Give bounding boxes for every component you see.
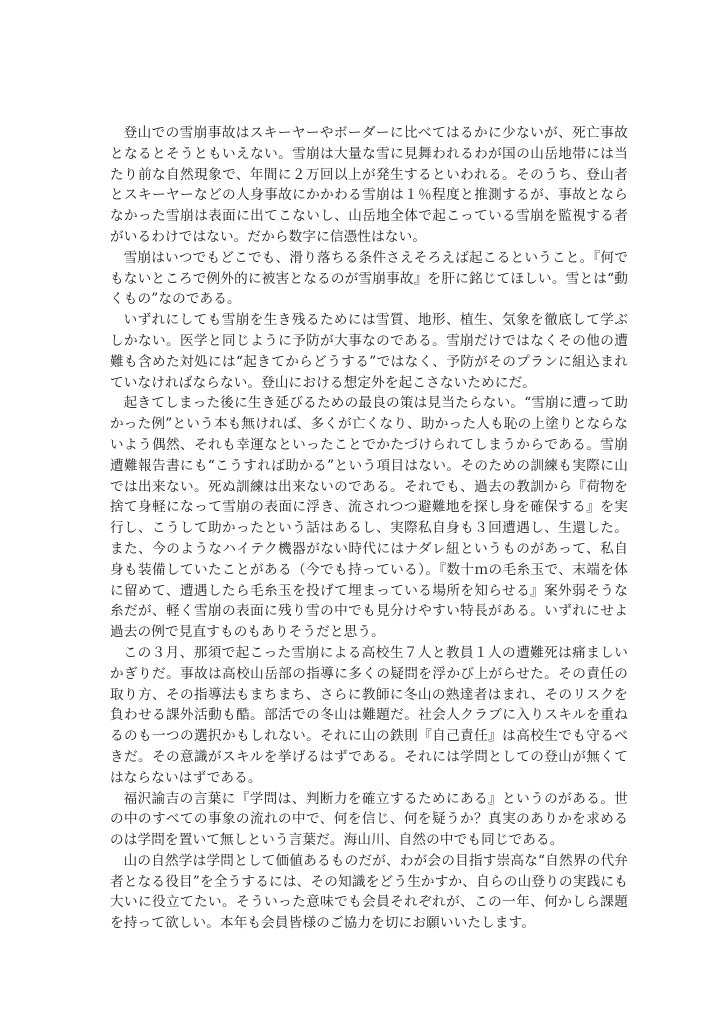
paragraph-closing: 山の自然学は学問として価値あるものだが、わが会の目指す崇高な“自然界の代弁者となる役目”を全うするには、その知識をどう生かすか、自らの山登りの実践にも大いに役立てたい。そういった意味でも会員それぞれが、この一年、何かしら課題を持って欲しい。本年も会員皆様のご協力を切にお願いいたします。 bbox=[110, 852, 628, 932]
paragraph-avalanche-statistics: 登山での雪崩事故はスキーヤーやボーダーに比べてはるかに少ないが、死亡事故となるとそうともいえない。雪崩は大量な雪に見舞われるわが国の山岳地帯には当たり前な自然現象で、年間に２万回以上が発生するといわれる。そのうち、登山者とスキーヤーなどの人身事故にかかわる雪崩は１％程度と推測するが、事故とならなかった雪崩は表面に出てこないし、山岳地全体で起こっている雪崩を監視する者がいるわけではない。だから数字に信憑性はない。 bbox=[110, 125, 628, 245]
paragraph-avalanche-anywhere: 雪崩はいつでもどこでも、滑り落ちる条件さえそろえば起こるということ。『何でもないところで例外的に被害となるのが雪崩事故』を肝に銘じてほしい。雪とは“動くもの”なのである。 bbox=[110, 249, 628, 308]
paragraph-fukuzawa-quote: 福沢諭吉の言葉に『学問は、判断力を確立するためにある』というのがある。世の中のすべての事象の流れの中で、何を信じ、何を疑うか？真実のありかを求めるのは学問を置いて無しという言葉だ。海山川、自然の中でも同じである。 bbox=[110, 790, 628, 849]
paragraph-nasu-accident: この３月、那須で起こった雪崩による高校生７人と教員１人の遭難死は痛ましいかぎりだ。事故は高校山岳部の指導に多くの疑問を浮かび上がらせた。その責任の取り方、その指導法もまちまち、さらに教師に冬山の熟達者はまれ、そのリスクを負わせる課外活動も酷。部活での冬山は難題だ。社会人クラブに入りスキルを重ねるのも一つの選択かもしれない。それに山の鉄則『自己責任』は高校生でも守るべきだ。その意識がスキルを挙げるはずである。それには学問としての登山が無くてはならないはずである。 bbox=[110, 644, 629, 786]
essay-body bbox=[110, 123, 628, 934]
paragraph-survival-lessons: 起きてしまった後に生き延びるための最良の策は見当たらない。“雪崩に遭って助かった例”という本も無ければ、多くが亡くなり、助かった人も恥の上塗りとならないよう偶然、それも幸運なといったことでかたづけられてしまうからである。雪崩遭難報告書にも“こうすれば助かる”という項目はない。そのための訓練も実際に山では出来ない。死ぬ訓練は出来ないのである。それでも、過去の教訓から『荷物を捨て身軽になって雪崩の表面に浮き、流されつつ避難地を探し身を確保する』を実行し、こうして助かったという話はあるし、実際私自身も３回遭遇し、生還した。また、今のようなハイテク機器がない時代にはナダレ紐というものがあって、私自身も装備していたことがある（今でも持っている）。『数十ｍの毛糸玉で、末端を体に留めて、遭遇したら毛糸玉を投げて埋まっている場所を知らせる』案外弱そうな糸だが、軽く雪崩の表面に残り雪の中でも見分けやすい特長がある。いずれにせよ過去の例で見直すものもありそうだと思う。 bbox=[110, 395, 628, 641]
paragraph-prevention: いずれにしても雪崩を生き残るためには雪質、地形、植生、気象を徹底して学ぶしかない。医学と同じように予防が大事なのである。雪崩だけではなくその他の遭難も含めた対処には“起きてからどうする”ではなく、予防がそのプランに組込まれていなければならない。登山における想定外を起こさないためにだ。 bbox=[110, 312, 628, 391]
